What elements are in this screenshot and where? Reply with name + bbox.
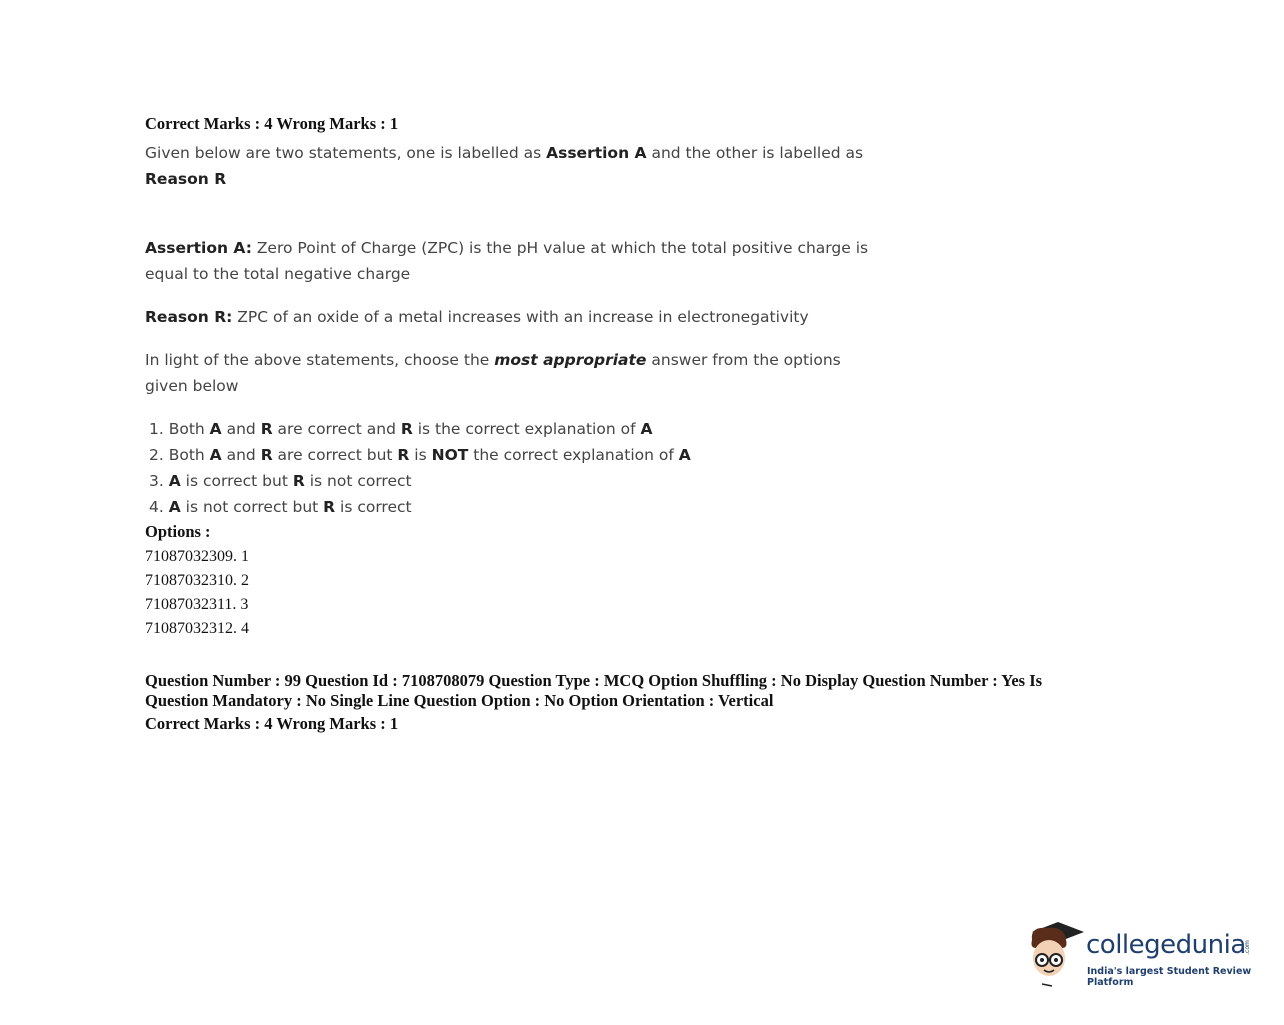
answer-choice [149,494,691,520]
choice-number: 2. [149,446,164,464]
choice-text: and [221,420,261,438]
brand-tagline: India's largest Student Review Platform [1087,966,1252,988]
choice-text: is correct [335,498,412,516]
choice-number: 3. [149,472,164,490]
choice-emphasis: R [260,446,273,464]
choice-text: is correct but [180,472,293,490]
answer-choice [149,468,691,494]
options-label: Options : [145,522,211,541]
choice-text: is [409,446,432,464]
choice-emphasis: A [640,420,653,438]
option-id-list [145,545,249,641]
choice-text: are correct but [272,446,398,464]
choice-emphasis: R [397,446,410,464]
choice-emphasis: A [209,420,222,438]
option-id: 71087032309. 1 [145,548,249,565]
choice-emphasis: R [260,420,273,438]
choice-text: and [221,446,261,464]
choice-text: is not correct but [180,498,324,516]
choice-emphasis: A [678,446,691,464]
option-id: 71087032311. 3 [145,596,249,613]
option-id: 71087032310. 2 [145,572,249,589]
correct-marks-footer: Correct Marks : 4 Wrong Marks : 1 [145,714,399,733]
choice-emphasis: NOT [431,446,469,464]
option-id: 71087032312. 4 [145,620,249,637]
choice-emphasis: A [168,472,181,490]
choice-text: is the correct explanation of [412,420,641,438]
choice-emphasis: R [323,498,336,516]
choice-text: are correct and [272,420,401,438]
choice-number: 1. [149,420,164,438]
brand-logo-text: collegedunia [1086,930,1246,960]
instruction-text: In light of the above statements, choose the most appropriate answer from the options given below [145,351,841,395]
question-intro: Given below are two statements, one is labelled as Assertion A and the other is labelled as Reason R [145,144,864,188]
assertion-statement: Assertion A: Zero Point of Charge (ZPC) is the pH value at which the total positive charge is equal to the total negative charge [145,239,869,283]
answer-choice [149,442,691,468]
choice-text: Both [163,420,210,438]
question-metadata: Question Number : 99 Question Id : 7108708079 Question Type : MCQ Option Shuffling : No Display Question Number : Yes Is Question Mandatory : No Single Line Question Option : No Option Orientation : Vertical [145,671,1043,710]
choice-text: the correct explanation of [468,446,679,464]
choice-emphasis: R [292,472,305,490]
choice-emphasis: A [209,446,222,464]
choice-emphasis: R [400,420,413,438]
answer-choice [149,416,691,442]
reason-statement: Reason R: ZPC of an oxide of a metal increases with an increase in electronegativity [145,308,809,326]
brand-logo-com: .com [1243,940,1251,955]
choice-text: is not correct [304,472,412,490]
choice-text: Both [163,446,210,464]
correct-marks-header: Correct Marks : 4 Wrong Marks : 1 [145,114,399,133]
choice-emphasis: A [168,498,181,516]
choice-number: 4. [149,498,164,516]
answer-choice-list [149,416,691,520]
